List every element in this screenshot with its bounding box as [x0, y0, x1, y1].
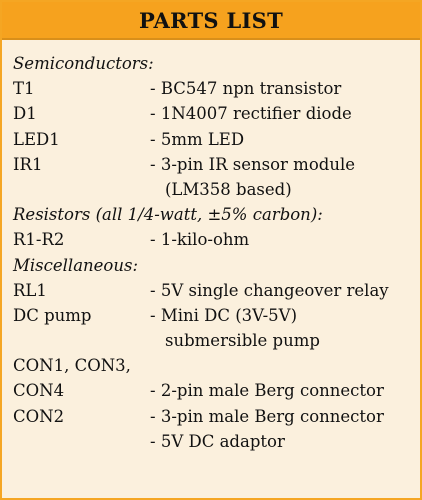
- part-designator: R1-R2: [13, 230, 65, 250]
- part-designator: IR1: [13, 154, 43, 174]
- part-description: - 1N4007 rectifier diode: [150, 104, 352, 124]
- part-designator: LED1: [13, 129, 60, 149]
- part-row: [13, 378, 416, 403]
- part-row: [13, 278, 416, 303]
- part-row: [13, 152, 416, 177]
- part-description: - 2-pin male Berg connector: [150, 381, 384, 401]
- section-heading: Miscellaneous:: [13, 255, 139, 275]
- part-description: - Mini DC (3V-5V): [150, 305, 298, 325]
- part-description: - 1-kilo-ohm: [150, 230, 250, 250]
- part-row: [13, 101, 416, 126]
- part-designator: RL1: [13, 280, 47, 300]
- part-row: [13, 303, 416, 328]
- part-row: [13, 404, 416, 429]
- part-row: [13, 353, 416, 378]
- part-description: - 5V DC adaptor: [150, 431, 285, 451]
- part-description-continued: (LM358 based): [165, 179, 292, 199]
- section-heading: Resistors (all 1/4-watt, ±5% carbon):: [13, 205, 323, 225]
- part-designator: T1: [13, 79, 35, 99]
- part-row: [13, 127, 416, 152]
- part-row: [13, 76, 416, 101]
- part-description: - 3-pin male Berg connector: [150, 406, 384, 426]
- part-row-continuation: [13, 328, 416, 353]
- part-row-continuation: [13, 177, 416, 202]
- part-designator: CON4: [13, 381, 65, 401]
- section-heading: Semiconductors:: [13, 54, 154, 73]
- parts-list-content: [13, 51, 416, 454]
- part-designator: CON1, CON3,: [13, 356, 131, 376]
- part-description: - 5mm LED: [150, 129, 245, 149]
- part-description-continued: submersible pump: [165, 331, 320, 351]
- part-row: [13, 227, 416, 252]
- part-row: [13, 429, 416, 454]
- part-description: - BC547 npn transistor: [150, 79, 342, 99]
- part-description: - 3-pin IR sensor module: [150, 154, 355, 174]
- part-designator: D1: [13, 104, 37, 124]
- part-designator: DC pump: [13, 305, 92, 325]
- parts-list-title: PARTS LIST: [2, 2, 420, 40]
- part-designator: CON2: [13, 406, 65, 426]
- part-description: - 5V single changeover relay: [150, 280, 389, 300]
